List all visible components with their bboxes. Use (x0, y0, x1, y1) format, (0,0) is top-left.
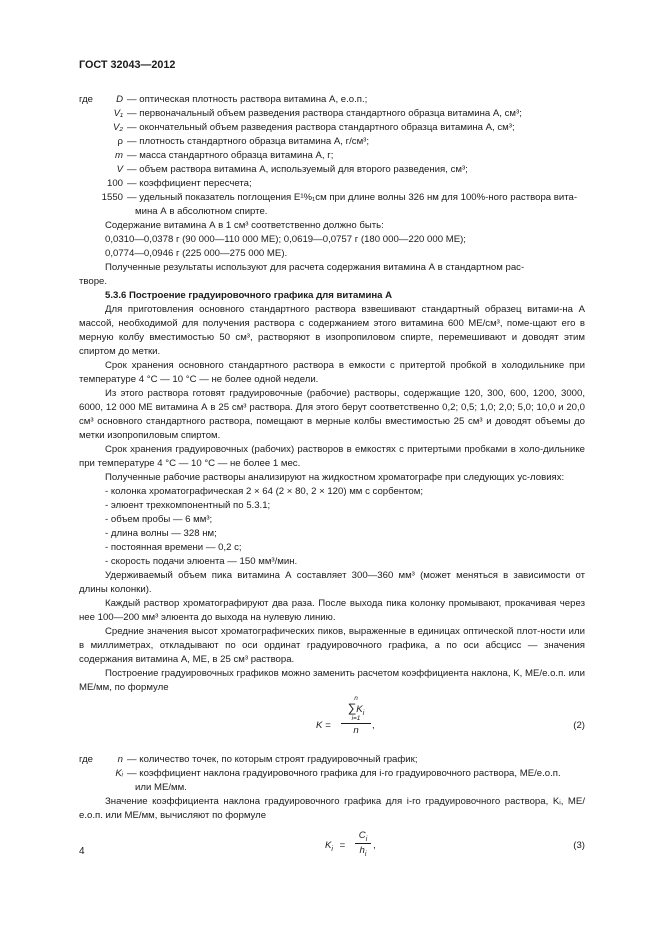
paragraph-3: Из этого раствора готовят градуировочные (рабочие) растворы, содержащие 120, 300, 600, 1200, 3000, 6000, 12 000 МЕ витамина А в 25 см³ раствора. Для этого берут соответственно 0,2; 0,5; 1,0; 2,0; 5,0; 10,0 и 20,0 см³ основного стандартного раствора, помещают в мерные колбы вместимостью 25 см³ и доводят объемы до метки изопропиловым спиртом. (79, 388, 585, 441)
variable-description: — оптическая плотность раствора витамина А, е.о.п.; (127, 94, 368, 105)
paragraph-10: Значение коэффициента наклона градуировочного графика для i-го градуировочного раствора, Kᵢ, МЕ/е.о.п. или МЕ/мм, вычисляют по формуле (79, 796, 585, 821)
condition-item: - объем пробы — 6 мм³; (105, 514, 213, 525)
formula-3-lhs: K (325, 840, 332, 851)
formula-2-fraction (341, 695, 371, 738)
variables-list-1 (79, 93, 585, 219)
formula-3-denominator: h (359, 845, 365, 856)
variable-description: — первоначальный объем разведения раствора стандартного образца витамина А, см³; (127, 108, 522, 119)
sum-lower-limit: i=1 (351, 715, 361, 722)
document-header: ГОСТ 32043—2012 (79, 59, 176, 71)
condition-item: - скорость подачи элюента — 150 мм³/мин. (105, 556, 298, 567)
formula-3-comma: , (373, 840, 376, 851)
variable-description-continued: или МЕ/мм. (135, 782, 187, 793)
variable-symbol: V (116, 164, 123, 175)
content-line-2: 0,0774—0,0946 г (225 000—275 000 МЕ). (105, 248, 288, 259)
formula-2 (79, 695, 585, 753)
document-body (79, 93, 585, 867)
variable-symbol: V₂ (112, 122, 123, 133)
formula-3-equals: = (339, 840, 346, 851)
paragraph-5: Полученные рабочие растворы анализируют на жидкостном хроматографе при следующих ус-ловиях: (105, 472, 565, 483)
variable-description: — масса стандартного образца витамина А, г; (127, 150, 334, 161)
variable-definition (79, 135, 585, 149)
variable-definition (79, 121, 585, 135)
variable-symbol: 100 (106, 178, 123, 189)
formula-2-lhs: K = (316, 720, 331, 731)
variable-description: — коэффициент наклона градуировочного графика для i-го градуировочного раствора, МЕ/е.о.п. (127, 768, 561, 779)
variable-description-continued: мина А в абсолютном спирте. (135, 206, 268, 217)
section-heading: 5.3.6 Построение градуировочного графика для витамина А (105, 290, 393, 301)
variable-symbol: V₁ (113, 108, 123, 119)
variable-definition (79, 177, 585, 191)
variable-symbol: 1550 (101, 192, 123, 203)
variable-definition (79, 767, 585, 781)
variable-definition (79, 93, 585, 107)
variable-description: — удельный показатель поглощения E¹%₁см при длине волны 326 нм для 100%-ного раствора вита- (127, 192, 578, 203)
paragraph-9: Построение градуировочных графиков можно заменить расчетом коэффициента наклона, K, МЕ/е.о.п. или МЕ/мм, по формуле (79, 668, 585, 693)
formula-3-lhs-index: i (331, 845, 333, 853)
where-prefix: где (79, 94, 94, 105)
variable-definition (79, 163, 585, 177)
variable-description: — количество точек, по которым строят градуировочный график; (127, 754, 418, 765)
paragraph-8: Средние значения высот хроматографических пиков, выраженные в единицах оптической плот-ности или в миллиметрах, откладывают по оси ординат градуировочного графика, а по оси абсцисс — значения содержания витамина А, МЕ, в 25 см³ раствора. (79, 626, 585, 665)
variable-description: — объем раствора витамина А, используемый для второго разведения, см³; (127, 164, 468, 175)
paragraph-6: Удерживаемый объем пика витамина А составляет 300—360 мм³ (может меняться в зависимости от длины колонки). (79, 570, 585, 595)
sum-upper-limit: n (354, 695, 358, 702)
variable-symbol: ρ (117, 136, 123, 147)
variable-description: — коэффициент пересчета; (127, 178, 252, 189)
page-number: 4 (79, 846, 85, 857)
condition-item: - постоянная времени — 0,2 с; (105, 542, 242, 553)
formula-3-fraction (355, 829, 371, 858)
sum-term-index: i (362, 709, 365, 717)
variable-description: — плотность стандартного образца витамина А, г/см³; (127, 136, 370, 147)
formula-3-numerator: C (358, 830, 366, 841)
sum-sign: ∑ (347, 701, 357, 715)
condition-item: - колонка хроматографическая 2 × 64 (2 × 80, 2 × 120) мм с сорбентом; (105, 486, 424, 497)
variable-symbol: D (116, 94, 123, 105)
condition-item: - элюент трехкомпонентный по 5.3.1; (105, 500, 271, 511)
formula-2-comma: , (372, 720, 375, 731)
formula-2-number: (2) (573, 720, 585, 731)
sum-term: K (356, 704, 363, 715)
variable-description: — окончательный объем разведения раствора стандартного образца витамина А, см³; (127, 122, 515, 133)
variable-definition (79, 753, 585, 767)
variable-definition (79, 191, 585, 205)
formula-3-number: (3) (573, 840, 585, 851)
formula-2-denominator: n (353, 725, 359, 736)
content-line-1: 0,0310—0,0378 г (90 000—110 000 МЕ); 0,0619—0,0757 г (180 000—220 000 МЕ); (105, 234, 466, 245)
variable-symbol: n (117, 754, 123, 765)
content-intro: Содержание витамина А в 1 см³ соответственно должно быть: (105, 220, 384, 231)
variable-symbol: Kᵢ (115, 768, 123, 779)
results-paragraph: Полученные результаты используют для расчета содержания витамина А в стандартном рас- (105, 262, 525, 273)
where-prefix: где (79, 754, 94, 765)
results-paragraph-end: творе. (79, 276, 108, 287)
formula-3-denominator-index: i (364, 850, 367, 858)
variable-definition (79, 107, 585, 121)
paragraph-1: Для приготовления основного стандартного раствора взвешивают стандартный образец витами-на А массой, необходимой для получения раствора с содержанием этого витамина 600 МЕ/см³, поме-щают его в мерную колбу вместимостью 50 см³, растворяют в изопропиловом спирте, перемешивают и доводят этим спиртом до метки. (79, 304, 585, 357)
formula-3 (79, 823, 585, 867)
variable-definition (79, 149, 585, 163)
paragraph-7: Каждый раствор хроматографируют два раза. После выхода пика колонку промывают, прокачивая через нее 100—200 мм³ элюента до выхода на нулевую линию. (79, 598, 585, 623)
formula-3-numerator-index: i (365, 835, 368, 843)
condition-item: - длина волны — 328 нм; (105, 528, 217, 539)
variable-symbol: m (115, 150, 123, 161)
conditions-list (79, 485, 585, 569)
variables-list-2 (79, 753, 585, 795)
paragraph-2: Срок хранения основного стандартного раствора в емкости с притертой пробкой в холодильнике при температуре 4 °С — 10 °С — не более одной недели. (79, 360, 585, 385)
paragraph-4: Срок хранения градуировочных (рабочих) растворов в емкостях с притертыми пробками в холо-дильнике при температуре 4 °С — 10 °С — не более 1 мес. (79, 444, 585, 469)
